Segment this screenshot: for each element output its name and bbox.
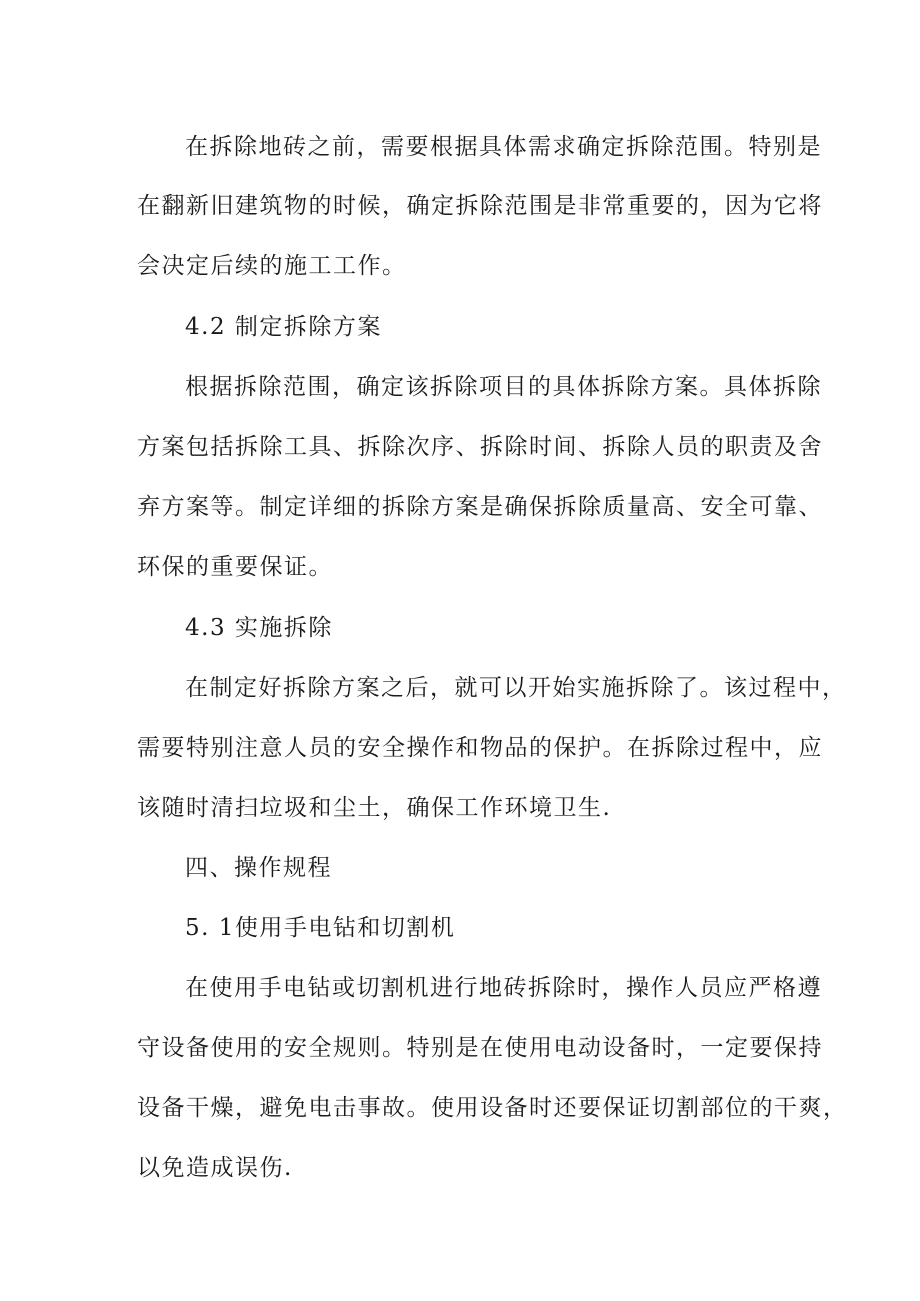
paragraph-line: 在拆除地砖之前，需要根据具体需求确定拆除范围。特别是 [185,134,822,160]
paragraph-line: 需要特别注意人员的安全操作和物品的保护。在拆除过程中，应 [137,735,823,761]
paragraph-line: 会决定后续的施工工作。 [137,253,407,279]
paragraph-line: 根据拆除范围，确定该拆除项目的具体拆除方案。具体拆除 [185,374,822,400]
paragraph-line: 设备干燥，避免电击事故。使用设备时还要保证切割部位的干爽， [137,1095,848,1121]
paragraph-line: 在使用手电钻或切割机进行地砖拆除时，操作人员应严格遵 [185,975,822,1001]
paragraph-line: 方案包括拆除工具、拆除次序、拆除时间、拆除人员的职责及舍 [137,434,823,460]
paragraph-line: 以免造成误伤. [137,1155,293,1181]
paragraph-line: 该随时清扫垃圾和尘土，确保工作环境卫生. [137,795,612,821]
paragraph-line: 在翻新旧建筑物的时候，确定拆除范围是非常重要的，因为它将 [137,193,823,219]
section-heading: 4.2 制定拆除方案 [185,314,382,340]
paragraph-line: 守设备使用的安全规则。特别是在使用电动设备时，一定要保持 [137,1035,823,1061]
paragraph-line: 在制定好拆除方案之后，就可以开始实施拆除了。该过程中， [185,675,847,701]
section-heading: 四、操作规程 [185,855,332,881]
section-heading: 5. 1使用手电钻和切割机 [185,915,456,941]
section-heading: 4.3 实施拆除 [185,615,333,641]
paragraph-line: 环保的重要保证。 [137,554,333,580]
paragraph-line: 弃方案等。制定详细的拆除方案是确保拆除质量高、安全可靠、 [137,494,823,520]
